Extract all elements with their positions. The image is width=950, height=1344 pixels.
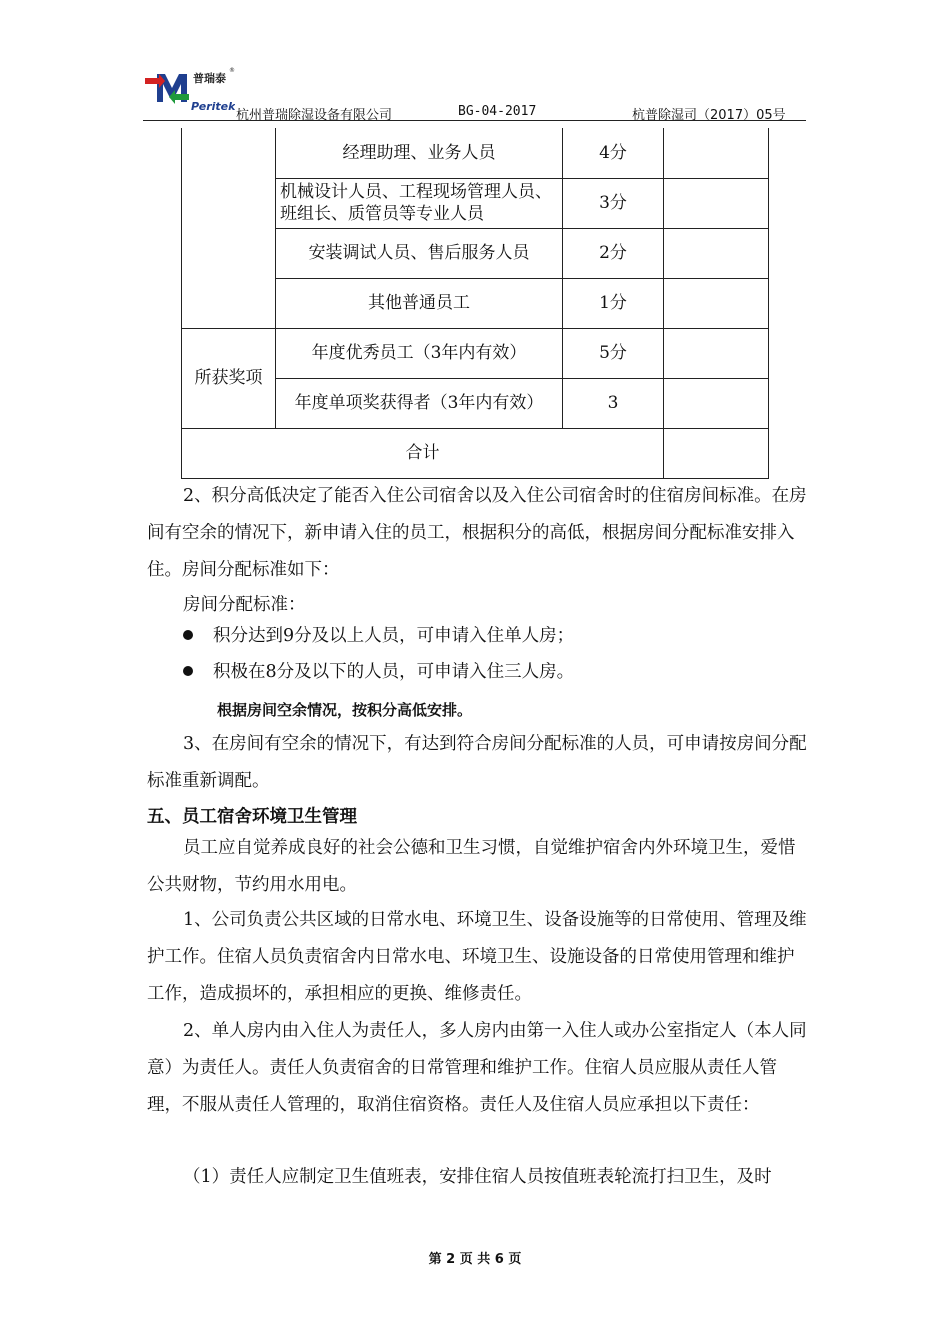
paragraph-hygiene-intro: 员工应自觉养成良好的社会公德和卫生习惯，自觉维护宿舍内外环境卫生，爱惜公共财物，节约用水用电。 — [147, 838, 796, 895]
bullet-icon — [183, 630, 193, 640]
bullet-item — [183, 618, 574, 655]
paragraph-duty-schedule: （1）责任人应制定卫生值班表，安排住宿人员按值班表轮流打扫卫生，及时 — [183, 1167, 772, 1187]
bullet-text: 积极在8分及以下的人员，可申请入住三人房。 — [213, 662, 575, 682]
header-doc-number: 杭普除湿司（2017）05号 — [632, 108, 786, 123]
score-cell: 3分 — [563, 178, 664, 228]
total-label-cell: 合计 — [182, 428, 664, 478]
item-cell: 安装调试人员、售后服务人员 — [276, 228, 563, 278]
table-total-row — [182, 428, 769, 478]
bold-note: 根据房间空余情况，按积分高低安排。 — [217, 701, 473, 719]
paragraph-responsible-person: 2、单人房内由入住人为责任人，多人房内由第一入住人或办公室指定人（本人同意）为责任人。责任人负责宿舍的日常管理和维护工作。住宿人员应服从责任人管理，不服从责任人管理的，取消住宿资格。责任人及住宿人员应承担以下责任： — [147, 1021, 807, 1115]
score-table — [181, 128, 769, 479]
header-company-name: 杭州普瑞除湿设备有限公司 — [236, 108, 393, 123]
bullet-icon — [183, 666, 193, 676]
company-logo — [143, 64, 235, 112]
header-divider — [143, 120, 806, 121]
logo-reg-mark: ® — [229, 67, 235, 74]
item-cell: 经理助理、业务人员 — [276, 128, 563, 178]
header-doc-code: BG-04-2017 — [458, 104, 537, 119]
result-cell — [664, 328, 769, 378]
peritek-logo-icon — [143, 64, 235, 112]
score-cell: 2分 — [563, 228, 664, 278]
category-cell-continued — [182, 128, 276, 328]
paragraph-room-standard: 2、积分高低决定了能否入住公司宿舍以及入住公司宿舍时的住宿房间标准。在房间有空余的情况下，新申请入住的员工，根据积分的高低，根据房间分配标准安排入住。房间分配标准如下： — [147, 486, 807, 580]
logo-en-text: Peritek — [191, 100, 235, 112]
result-cell — [664, 278, 769, 328]
result-cell — [664, 128, 769, 178]
score-cell: 3 — [563, 378, 664, 428]
logo-cn-text: 普瑞泰 — [193, 72, 226, 85]
paragraph-standard-label: 房间分配标准： — [183, 595, 306, 615]
item-cell: 年度单项奖获得者（3年内有效） — [276, 378, 563, 428]
result-cell — [664, 228, 769, 278]
award-category-cell: 所获奖项 — [182, 328, 276, 428]
bullet-item — [183, 654, 574, 691]
table-row — [182, 328, 769, 378]
bullet-text: 积分达到9分及以上人员，可申请入住单人房； — [213, 626, 575, 646]
score-cell: 1分 — [563, 278, 664, 328]
result-cell — [664, 178, 769, 228]
score-cell: 4分 — [563, 128, 664, 178]
item-cell: 其他普通员工 — [276, 278, 563, 328]
table-row — [182, 128, 769, 178]
page-number: 第 2 页 共 6 页 — [428, 1252, 522, 1267]
item-cell: 年度优秀员工（3年内有效） — [276, 328, 563, 378]
section-title: 五、员工宿舍环境卫生管理 — [147, 807, 357, 827]
total-value-cell — [664, 428, 769, 478]
item-cell: 机械设计人员、工程现场管理人员、班组长、质管员等专业人员 — [276, 178, 563, 228]
score-cell: 5分 — [563, 328, 664, 378]
result-cell — [664, 378, 769, 428]
paragraph-company-duty: 1、公司负责公共区域的日常水电、环境卫生、设备设施等的日常使用、管理及维护工作。住宿人员负责宿舍内日常水电、环境卫生、设施设备的日常使用管理和维护工作，造成损坏的，承担相应的更换、维修责任。 — [147, 910, 807, 1004]
paragraph-reallocation: 3、在房间有空余的情况下，有达到符合房间分配标准的人员，可申请按房间分配标准重新调配。 — [147, 734, 807, 791]
